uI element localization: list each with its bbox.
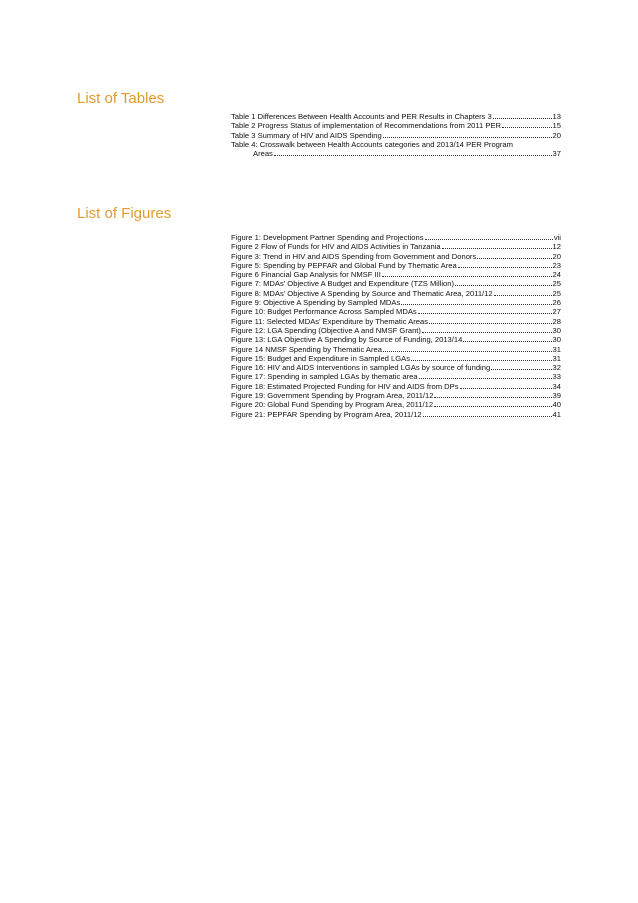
entry-title: Table 4: Crosswalk between Health Accounts categories and 2013/14 PER Program: [231, 139, 513, 149]
figure-entry[interactable]: [231, 335, 561, 344]
entry-title-continued: Areas: [253, 149, 273, 159]
figure-entry[interactable]: [231, 382, 561, 391]
figure-entry[interactable]: [231, 289, 561, 298]
dot-leader: [491, 363, 551, 370]
page-number: 25: [552, 279, 561, 289]
figure-entry[interactable]: [231, 233, 561, 242]
entry-title: Figure 15: Budget and Expenditure in Sampled LGAs: [231, 353, 410, 363]
page-number: 27: [552, 307, 561, 317]
dot-leader: [383, 131, 552, 138]
page-number: 23: [552, 260, 561, 270]
dot-leader: [434, 400, 551, 407]
page-number: 31: [552, 344, 561, 354]
dot-leader: [455, 279, 552, 286]
figure-entry[interactable]: [231, 410, 561, 419]
table-entry[interactable]: [231, 131, 561, 140]
dot-leader: [401, 298, 551, 305]
figure-entry[interactable]: [231, 252, 561, 261]
page-number: 41: [552, 409, 561, 419]
page-number: 30: [552, 325, 561, 335]
entry-title: Figure 3: Trend in HIV and AIDS Spending from Government and Donors: [231, 251, 477, 261]
figure-entry[interactable]: [231, 317, 561, 326]
figure-entry[interactable]: [231, 242, 561, 251]
figure-entry[interactable]: [231, 261, 561, 270]
entry-title: Figure 12: LGA Spending (Objective A and NMSF Grant): [231, 325, 421, 335]
page-number: 12: [552, 242, 561, 252]
figure-entry[interactable]: [231, 270, 561, 279]
dot-leader: [463, 335, 551, 342]
entry-title: Figure 14 NMSF Spending by Thematic Area: [231, 344, 382, 354]
dot-leader: [477, 252, 551, 259]
figure-entry[interactable]: [231, 354, 561, 363]
entry-title: Figure 1: Development Partner Spending and Projections: [231, 233, 424, 242]
dot-leader: [434, 391, 551, 398]
page-number: 26: [552, 298, 561, 308]
page-number: 30: [552, 335, 561, 345]
figure-entry[interactable]: [231, 391, 561, 400]
entry-title: Figure 13: LGA Objective A Spending by Source of Funding, 2013/14: [231, 335, 463, 345]
dot-leader: [425, 233, 553, 240]
page-number: 25: [552, 288, 561, 298]
page-number: 20: [552, 251, 561, 261]
entry-title: Figure 9: Objective A Spending by Sampled MDAs: [231, 298, 401, 308]
figure-entry[interactable]: [231, 326, 561, 335]
entry-title: Figure 19: Government Spending by Program Area, 2011/12: [231, 391, 434, 401]
dot-leader: [458, 261, 552, 268]
list-of-figures-heading: List of Figures: [77, 205, 172, 222]
table-entry[interactable]: [231, 121, 561, 130]
entry-title: Table 2 Progress Status of implementation of Recommendations from 2011 PER: [231, 121, 501, 131]
page-number: 24: [552, 270, 561, 280]
entry-title: Figure 17: Spending in sampled LGAs by thematic area: [231, 372, 418, 382]
dot-leader: [442, 242, 552, 249]
page-number: 34: [552, 381, 561, 391]
entry-title: Figure 16: HIV and AIDS Interventions in sampled LGAs by source of funding: [231, 363, 491, 373]
table-entry[interactable]: [231, 112, 561, 121]
dot-leader: [418, 307, 552, 314]
page-number: 33: [552, 372, 561, 382]
page-number: 15: [552, 121, 561, 131]
entry-title: Figure 11: Selected MDAs' Expenditure by Thematic Areas: [231, 316, 429, 326]
figure-entry[interactable]: [231, 400, 561, 409]
entry-title: Figure 6 Financial Gap Analysis for NMSF III: [231, 270, 381, 280]
dot-leader: [502, 121, 552, 128]
dot-leader: [494, 289, 552, 296]
entry-title: Figure 10: Budget Performance Across Sampled MDAs: [231, 307, 417, 317]
dot-leader: [274, 149, 552, 156]
figure-entry[interactable]: [231, 372, 561, 381]
list-of-tables: [231, 112, 561, 158]
page-number: 40: [552, 400, 561, 410]
page-number: 28: [552, 316, 561, 326]
entry-title: Figure 5: Spending by PEPFAR and Global Fund by Thematic Area: [231, 260, 457, 270]
entry-title: Table 3 Summary of HIV and AIDS Spending: [231, 130, 382, 140]
dot-leader: [411, 354, 552, 361]
figure-entry[interactable]: [231, 279, 561, 288]
dot-leader: [493, 112, 552, 119]
list-of-figures: [231, 233, 561, 419]
dot-leader: [419, 372, 552, 379]
page-number: 13: [552, 112, 561, 121]
figure-entry[interactable]: [231, 345, 561, 354]
page-number: 31: [552, 353, 561, 363]
entry-title: Figure 21: PEPFAR Spending by Program Area, 2011/12: [231, 409, 422, 419]
entry-title: Figure 8: MDAs' Objective A Spending by Source and Thematic Area, 2011/12: [231, 288, 493, 298]
figure-entry[interactable]: [231, 363, 561, 372]
page-number: vii: [553, 233, 561, 242]
page-number: 20: [552, 130, 561, 140]
dot-leader: [460, 382, 552, 389]
dot-leader: [382, 270, 552, 277]
table-entry[interactable]: [231, 140, 561, 159]
entry-continuation: [231, 149, 561, 158]
entry-title: Figure 20: Global Fund Spending by Program Area, 2011/12: [231, 400, 434, 410]
dot-leader: [429, 317, 552, 324]
dot-leader: [423, 410, 552, 417]
dot-leader: [422, 326, 552, 333]
figure-entry[interactable]: [231, 298, 561, 307]
page-number: 39: [552, 391, 561, 401]
entry-title: Figure 18: Estimated Projected Funding for HIV and AIDS from DPs: [231, 381, 459, 391]
page-number: 32: [552, 363, 561, 373]
dot-leader: [383, 345, 552, 352]
entry-title: Figure 2 Flow of Funds for HIV and AIDS Activities in Tanzania: [231, 242, 441, 252]
entry-title: Figure 7: MDAs' Objective A Budget and Expenditure (TZS Million): [231, 279, 455, 289]
page-number: 37: [552, 149, 561, 159]
entry-title: Table 1 Differences Between Health Accounts and PER Results in Chapters 3: [231, 112, 492, 121]
figure-entry[interactable]: [231, 307, 561, 316]
list-of-tables-heading: List of Tables: [77, 90, 165, 107]
